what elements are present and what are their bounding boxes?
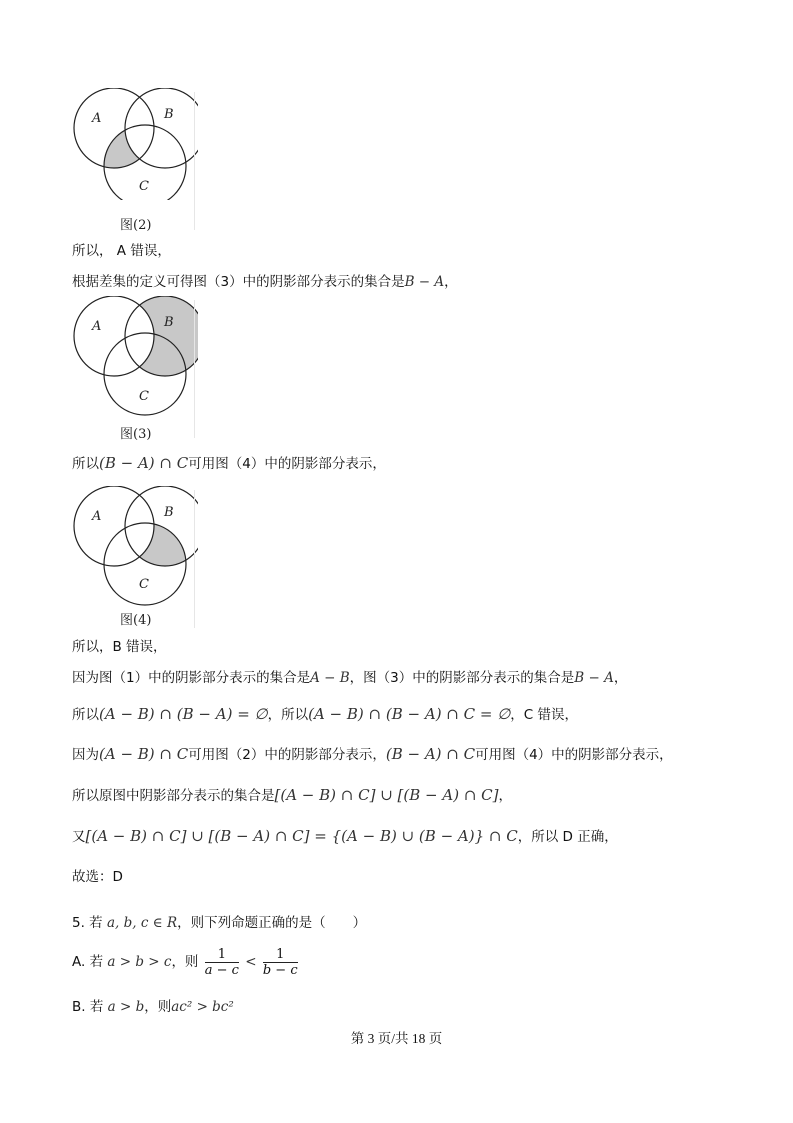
line-original-shaded-set [72,786,512,805]
page-footer: 第 3 页/共 18 页 [350,1031,443,1046]
math-vars: a, b, c ∈ R [106,915,178,931]
answer-line: 故选：D [72,869,123,885]
line-d-correct [72,827,618,846]
option-label: B. 若 [72,999,104,1015]
text: ，C 错误， [510,707,579,723]
figure-4-caption: 图(4) [120,613,152,628]
option-b [72,998,234,1016]
denominator: a − c [204,962,239,978]
line-fig1-fig3-sets [72,669,627,687]
line-fig4-usage [72,454,386,473]
line-c-wrong [72,705,578,724]
line-b-wrong: 所以，B 错误， [72,639,167,655]
question-5-stem [72,914,366,932]
label-c: C [139,179,149,194]
math-equivalence: [(A − B) ∩ C] ∪ [(B − A) ∩ C] = {(A − B) ∪ (B − A)} ∩ C [85,827,518,845]
text: ， [613,670,628,686]
text: 因为图（1）中的阴影部分表示的集合是 [72,670,311,686]
text: 因为 [72,747,99,763]
math-triple-intersection-empty: (A − B) ∩ (B − A) ∩ C = ∅ [308,705,511,723]
text: 可用图（4）中的阴影部分表示， [188,456,386,472]
text: 可用图（4）中的阴影部分表示， [475,747,673,763]
label-a: A [92,509,102,524]
math-a-minus-b: A − B [310,670,350,686]
denominator: b − c [262,962,298,978]
text: ，所以 [267,707,309,723]
fraction-1 [205,947,239,978]
label-c: C [139,577,149,592]
math-conclusion: ac² > bc² [171,999,234,1015]
text: ，图（3）中的阴影部分表示的集合是 [349,670,575,686]
math-b-minus-a: B − A [574,670,614,686]
figure-3-caption: 图(3) [120,427,152,442]
label-a: A [92,111,102,126]
math-intersection-empty: (A − B) ∩ (B − A) = ∅ [99,705,268,723]
venn-figure-3 [68,296,198,418]
text: ，则 [171,954,199,970]
text: 又 [72,829,86,845]
label-a: A [92,319,102,334]
math-condition: a > b > c [107,954,172,970]
math-b-minus-a: B − A [404,274,445,290]
text: 所以 [72,456,99,472]
text: 可用图（2）中的阴影部分表示， [188,747,386,763]
text: 所以 [72,707,99,723]
text: 根据差集的定义可得图（3）中的阴影部分表示的集合是 [72,274,405,290]
numerator: 1 [263,947,298,963]
text: ， [498,788,513,804]
fraction-2 [263,947,298,978]
label-b: B [164,315,174,330]
math-expression: (B − A) ∩ C [99,454,189,472]
venn-figure-2 [68,88,198,200]
label-b: B [164,505,174,520]
text: ，则下列命题正确的是（ ） [177,915,367,931]
option-a [72,946,300,978]
math-condition: a > b [107,999,145,1015]
option-label: A. 若 [72,954,104,970]
figure-2-caption: 图(2) [120,218,152,233]
math-expression-2: (B − A) ∩ C [385,745,476,763]
text: ， [444,274,458,290]
text: ，所以 D 正确， [517,829,618,845]
math-union-expression: [(A − B) ∩ C] ∪ [(B − A) ∩ C] [274,786,499,804]
numerator: 1 [205,947,239,963]
text: 所以原图中阴影部分表示的集合是 [72,788,275,804]
less-than: < [245,954,257,970]
label-c: C [139,389,149,404]
line-a-wrong: 所以， A 错误， [72,243,171,259]
question-number: 5. 若 [72,915,103,931]
line-fig2-fig4-usage [72,745,673,764]
label-b: B [164,107,174,122]
text: ，则 [144,999,172,1015]
math-expression-1: (A − B) ∩ C [99,745,189,763]
venn-figure-4 [68,486,198,608]
line-difference-set [72,273,458,291]
